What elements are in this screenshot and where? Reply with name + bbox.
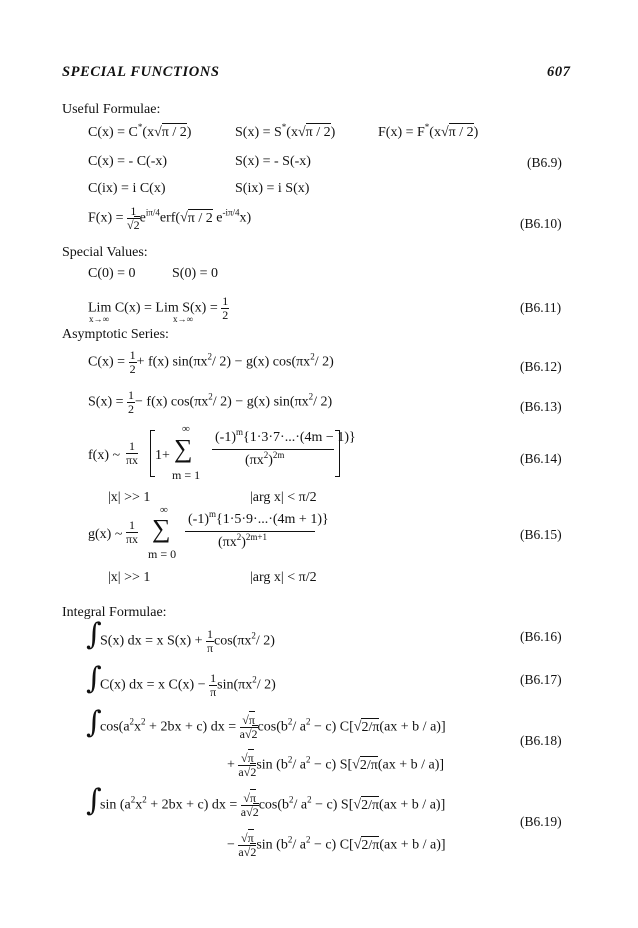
- eq-number-b614: (B6.14): [520, 451, 562, 466]
- eq-number-b610: (B6.10): [520, 216, 562, 231]
- bracket-left-f: [150, 430, 151, 476]
- eq-f-def: F(x) = F*(x√π / 2): [378, 122, 479, 140]
- integral-sign-1: ∫: [86, 617, 102, 652]
- eq-s-asymptotic: S(x) = $\frac{1}{2}$ − f(x) $\cos(\pi x^2/$ 2) − g(x) $\sin(\pi x^2/$ 2): [88, 388, 333, 416]
- eq-number-b619: (B6.19): [520, 814, 562, 829]
- cond-g-magnitude: |x| >> 1: [108, 570, 151, 585]
- eq-f-numerator: $(-1)^m\{1\cdot 3\cdot 7\cdot...\cdot(4m - 1)\}$: [215, 427, 356, 445]
- section-asymptotic-series: Asymptotic Series:: [62, 327, 169, 342]
- integral-sign-4: ∫: [86, 783, 102, 818]
- section-useful-formulae: Useful Formulae:: [62, 102, 161, 117]
- eq-number-b618: (B6.18): [520, 733, 562, 748]
- sum-sigma-f: ∑: [174, 434, 193, 463]
- bracket-left-f-bottom: [150, 476, 155, 477]
- eq-s0: S(0) = 0: [172, 266, 219, 281]
- eq-int-sin-quad: $\sin (a^2x^2 + 2bx + c)$ dx = $\frac{√\pi}{a√2}$ $\cos(b^2/$ $a^2 - c$) S[√2/π(ax + b / a)]: [100, 791, 446, 819]
- eq-c-def: C(x) = C*(x√π / 2): [88, 122, 192, 140]
- eq-c-imag: C(ix) = i C(x): [88, 181, 166, 196]
- eq-int-sin-quad-line2: − $\frac{√\pi}{a√2}$ $\sin (b^2/$ $a^2 - c$) C[√2/π(ax + b / a)]: [227, 831, 446, 859]
- eq-c-odd: C(x) = - C(-x): [88, 154, 168, 169]
- eq-int-s: S(x) dx = x S(x) + $\frac{1}{\pi}$ $\cos(\pi x^2/$ 2): [100, 627, 275, 655]
- eq-number-b612: (B6.12): [520, 359, 562, 374]
- eq-f-one-plus: 1+: [155, 448, 170, 463]
- eq-number-b616: (B6.16): [520, 629, 562, 644]
- cond-f-magnitude: |x| >> 1: [108, 490, 151, 505]
- eq-int-c: C(x) dx = x C(x) − $\frac{1}{\pi}$ $\sin(\pi x^2/$ 2): [100, 671, 276, 699]
- eq-limit: Lim C(x) = Lim S(x) = $\frac{1}{2}$: [88, 294, 229, 322]
- eq-f-denominator: $(\pi x^2)^{2m}$: [245, 450, 285, 468]
- sum-lower-g: m = 0: [148, 547, 177, 561]
- eq-number-b69: (B6.9): [527, 155, 562, 170]
- integral-sign-2: ∫: [86, 661, 102, 696]
- bracket-left-f-top: [150, 430, 155, 431]
- sum-sigma-g: ∑: [152, 514, 171, 543]
- sum-lower-f: m = 1: [172, 468, 201, 482]
- section-special-values: Special Values:: [62, 245, 148, 260]
- sum-upper-g: ∞: [160, 504, 168, 516]
- bracket-right-f-top: [335, 430, 340, 431]
- bracket-right-f-bottom: [335, 476, 340, 477]
- cond-g-arg: |arg x| < π/2: [250, 570, 317, 585]
- eq-int-cos-quad-line2: + $\frac{√\pi}{a√2}$ $\sin (b^2/$ $a^2 - c$) S[√2/π(ax + b / a)]: [227, 751, 445, 779]
- eq-f-lhs: f(x) ~: [88, 448, 121, 463]
- running-header-title: SPECIAL FUNCTIONS: [62, 64, 220, 80]
- eq-s-odd: S(x) = - S(-x): [235, 154, 311, 169]
- eq-number-b615: (B6.15): [520, 527, 562, 542]
- cond-f-arg: |arg x| < π/2: [250, 490, 317, 505]
- limit-subscript-s: x→∞: [173, 314, 193, 324]
- eq-g-denominator: $(\pi x^2)^{2m+1}$: [218, 532, 267, 550]
- sum-upper-f: ∞: [182, 423, 190, 435]
- limit-subscript-c: x→∞: [89, 314, 109, 324]
- eq-number-b613: (B6.13): [520, 399, 562, 414]
- eq-g-numerator: $(-1)^m\{1\cdot 5\cdot 9\cdot...\cdot(4m + 1)\}$: [188, 509, 329, 527]
- section-integral-formulae: Integral Formulae:: [62, 605, 167, 620]
- eq-f-erf: F(x) = $\frac{1}{√2}$ $e^{i\pi/4}erf(√\pi / 2$ $e^{-i\pi/4}x$): [88, 204, 252, 232]
- eq-c-asymptotic: C(x) = $\frac{1}{2}$ + f(x) $\sin(\pi x^2/$ 2) − g(x) $\cos(\pi x^2/$ 2): [88, 348, 334, 376]
- eq-f-prefactor: $\frac{1}{\pi x}$: [126, 439, 139, 467]
- eq-number-b611: (B6.11): [520, 300, 562, 315]
- eq-g-prefactor: $\frac{1}{\pi x}$: [126, 518, 139, 546]
- bracket-right-f: [339, 430, 340, 476]
- eq-number-b617: (B6.17): [520, 672, 562, 687]
- eq-int-cos-quad: $\cos(a^2x^2 + 2bx + c)$ dx = $\frac{√\pi}{a√2}$ $\cos(b^2/$ $a^2 - c$) C[√2/π(ax + b / a)]: [100, 713, 446, 741]
- page-number: 607: [547, 64, 571, 80]
- integral-sign-3: ∫: [86, 705, 102, 740]
- eq-c0: C(0) = 0: [88, 266, 136, 281]
- eq-g-lhs: g(x) ~: [88, 527, 123, 542]
- eq-s-def: S(x) = S*(x√π / 2): [235, 122, 336, 140]
- eq-s-imag: S(ix) = i S(x): [235, 181, 310, 196]
